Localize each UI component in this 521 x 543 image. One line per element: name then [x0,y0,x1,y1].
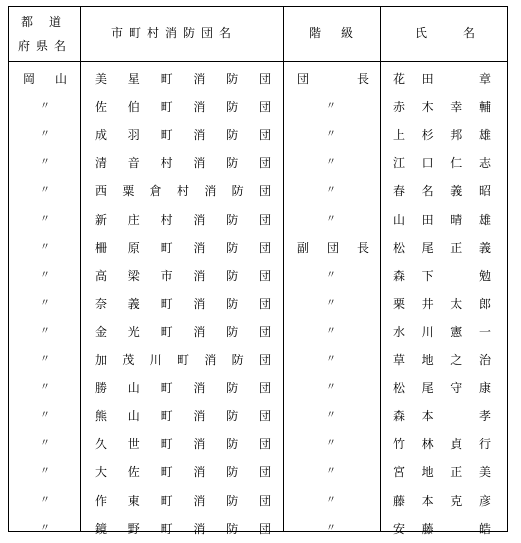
person-name-cell: 春 名 義 昭 [392,184,491,199]
header-rank: 階 級 [309,26,358,40]
person-name-cell: 安 藤 皓 [392,521,491,536]
rank-cell: 団 長 [297,72,369,87]
fire-corps-name-cell: 久 世 町 消 防 団 [95,437,271,452]
person-name-cell: 松 尾 正 義 [392,240,491,255]
prefecture-cell: 〃 [40,185,50,197]
fire-corps-name-cell: 西 粟 倉 村 消 防 団 [95,184,271,199]
header-prefecture-line1: 都 道 [21,15,64,29]
rank-cell: 〃 [326,382,336,394]
fire-corps-name-cell: 美 星 町 消 防 団 [95,72,271,87]
person-name-cell: 水 川 憲 一 [392,324,491,339]
header-divider [9,61,507,62]
table-row [9,515,507,543]
person-name-cell: 赤 木 幸 輔 [392,100,491,115]
prefecture-cell: 〃 [40,325,50,337]
rank-cell: 〃 [326,410,336,422]
fire-corps-name-cell: 清 音 村 消 防 団 [95,156,271,171]
fire-corps-name-cell: 新 庄 村 消 防 団 [95,212,271,227]
rank-cell: 副 団 長 [297,240,369,255]
person-name-cell: 松 尾 守 康 [392,381,491,396]
prefecture-cell: 〃 [40,129,50,141]
prefecture-cell: 〃 [40,494,50,506]
person-name-cell: 草 地 之 治 [392,353,491,368]
table-row [9,458,507,486]
fire-corps-name-cell: 作 東 町 消 防 団 [95,493,271,508]
prefecture-cell: 〃 [40,241,50,253]
table-row [9,206,507,234]
header-prefecture-line2: 府県名 [18,39,73,53]
person-name-cell: 上 杉 邦 雄 [392,128,491,143]
prefecture-cell: 岡 山 [23,72,67,87]
person-name-cell: 森 下 勉 [392,268,491,283]
prefecture-cell: 〃 [40,297,50,309]
fire-corps-name-cell: 熊 山 町 消 防 団 [95,409,271,424]
prefecture-cell: 〃 [40,522,50,534]
table-row [9,402,507,430]
table-row [9,262,507,290]
prefecture-cell: 〃 [40,269,50,281]
fire-corps-name-cell: 奈 義 町 消 防 団 [95,296,271,311]
prefecture-cell: 〃 [40,466,50,478]
fire-corps-name-cell: 高 梁 市 消 防 団 [95,268,271,283]
table-row [9,318,507,346]
prefecture-cell: 〃 [40,213,50,225]
table-row [9,121,507,149]
person-name-cell: 森 本 孝 [392,409,491,424]
prefecture-cell: 〃 [40,157,50,169]
table-row [9,430,507,458]
table-row [9,346,507,374]
table-row [9,177,507,205]
table-row [9,234,507,262]
rank-cell: 〃 [326,522,336,534]
fire-corps-name-cell: 佐 伯 町 消 防 団 [95,100,271,115]
rank-cell: 〃 [326,354,336,366]
prefecture-cell: 〃 [40,438,50,450]
person-name-cell: 宮 地 正 美 [392,465,491,480]
fire-corps-table [8,6,508,536]
table-row [9,149,507,177]
rank-cell: 〃 [326,101,336,113]
rank-cell: 〃 [326,129,336,141]
fire-corps-name-cell: 加 茂 川 町 消 防 団 [95,353,271,368]
table-row [9,93,507,121]
rank-cell: 〃 [326,157,336,169]
table-row [9,487,507,515]
prefecture-cell: 〃 [40,354,50,366]
person-name-cell: 山 田 晴 雄 [392,212,491,227]
rank-cell: 〃 [326,438,336,450]
fire-corps-name-cell: 勝 山 町 消 防 団 [95,381,271,396]
rank-cell: 〃 [326,185,336,197]
table-row [9,290,507,318]
rank-cell: 〃 [326,213,336,225]
fire-corps-name-cell: 柵 原 町 消 防 団 [95,240,271,255]
fire-corps-name-cell: 鏡 野 町 消 防 団 [95,521,271,536]
person-name-cell: 藤 本 克 彦 [392,493,491,508]
fire-corps-name-cell: 大 佐 町 消 防 団 [95,465,271,480]
rank-cell: 〃 [326,325,336,337]
header-person-name: 氏 名 [415,26,488,40]
rank-cell: 〃 [326,466,336,478]
rank-cell: 〃 [326,494,336,506]
fire-corps-name-cell: 成 羽 町 消 防 団 [95,128,271,143]
table-row [9,374,507,402]
table-row [9,65,507,93]
person-name-cell: 花 田 章 [392,72,491,87]
person-name-cell: 竹 林 貞 行 [392,437,491,452]
prefecture-cell: 〃 [40,382,50,394]
header-fire-corps-name: 市町村消防団名 [111,26,238,40]
person-name-cell: 栗 井 太 郎 [392,296,491,311]
rank-cell: 〃 [326,269,336,281]
fire-corps-name-cell: 金 光 町 消 防 団 [95,324,271,339]
person-name-cell: 江 口 仁 志 [392,156,491,171]
prefecture-cell: 〃 [40,410,50,422]
prefecture-cell: 〃 [40,101,50,113]
rank-cell: 〃 [326,297,336,309]
